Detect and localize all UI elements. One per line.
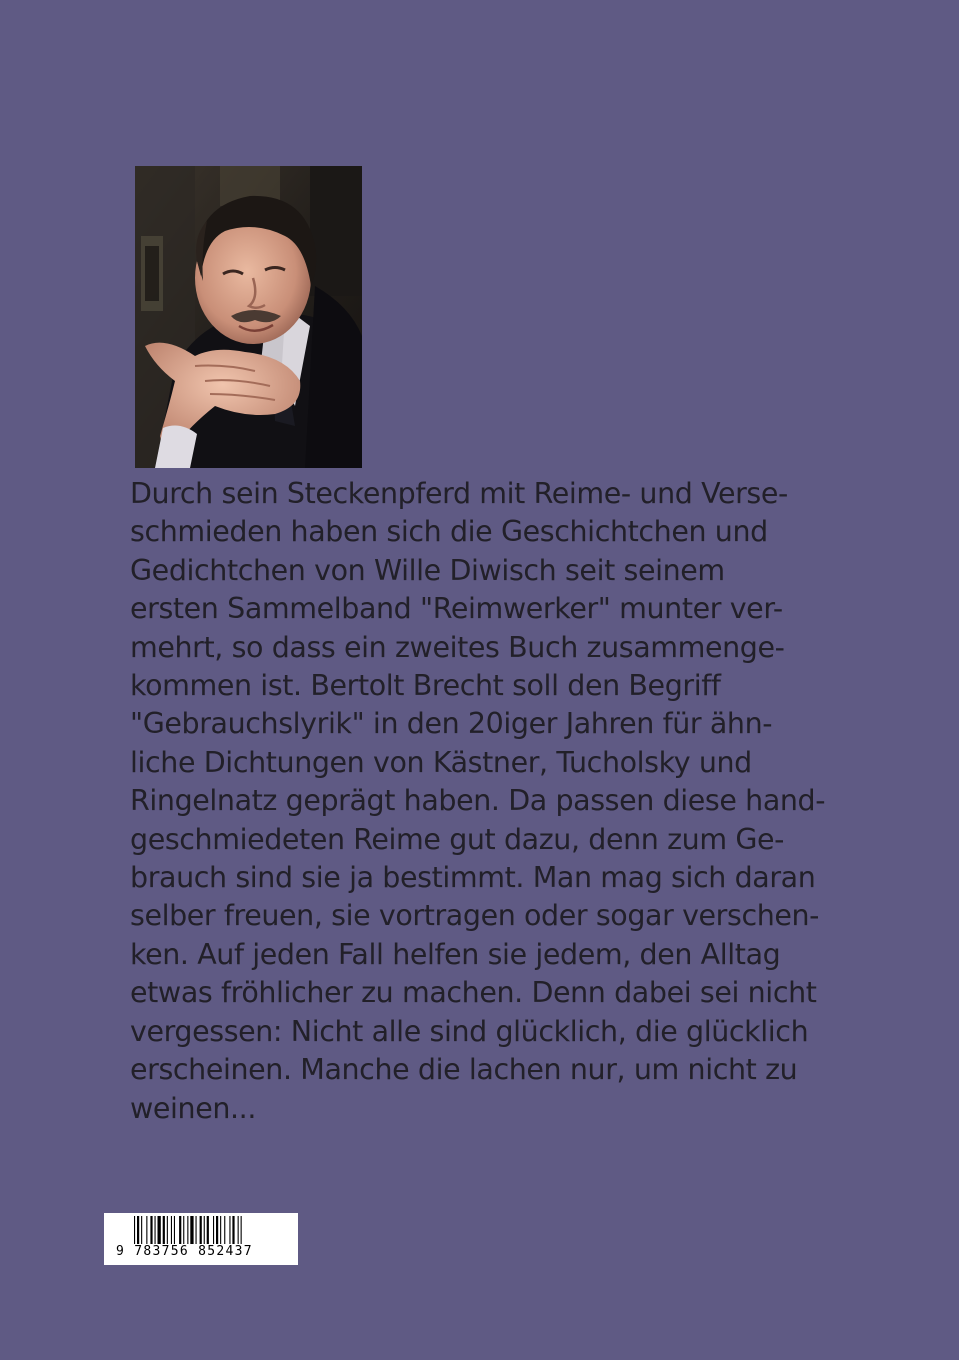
barcode-bar xyxy=(216,1216,218,1244)
blurb-line: geschmiedeten Reime gut dazu, denn zum Ge- xyxy=(130,822,785,856)
blurb-line: Gedichtchen von Wille Diwisch seit seinem xyxy=(130,553,725,587)
barcode-bar xyxy=(200,1216,202,1244)
blurb-line: Ringelnatz geprägt haben. Da passen diese hand- xyxy=(130,784,826,818)
isbn-barcode xyxy=(104,1213,298,1265)
barcode-bar xyxy=(183,1216,184,1244)
blurb-line: mehrt, so dass ein zweites Buch zusammenge- xyxy=(130,630,785,664)
barcode-bar xyxy=(187,1216,188,1244)
blurb-line: kommen ist. Bertolt Brecht soll den Begriff xyxy=(130,669,721,703)
barcode-bar xyxy=(229,1216,230,1244)
back-cover-blurb xyxy=(130,475,830,1128)
barcode-bar xyxy=(238,1216,239,1244)
barcode-bar xyxy=(207,1216,209,1244)
blurb-line: selber freuen, sie vortragen oder sogar verschen- xyxy=(130,899,820,933)
barcode-bar xyxy=(232,1216,234,1244)
blurb-line: schmieden haben sich die Geschichtchen und xyxy=(130,515,768,549)
barcode-bar xyxy=(155,1216,156,1244)
barcode-bar xyxy=(241,1216,242,1244)
blurb-line: ken. Auf jeden Fall helfen sie jedem, den Alltag xyxy=(130,937,781,971)
blurb-line: "Gebrauchslyrik" in den 20iger Jahren für ähn- xyxy=(130,707,773,741)
barcode-bar xyxy=(134,1216,135,1244)
barcode-bar xyxy=(196,1216,197,1244)
barcode-bar xyxy=(158,1216,161,1244)
blurb-line: weinen... xyxy=(130,1091,256,1125)
blurb-line: erscheinen. Manche die lachen nur, um nicht zu xyxy=(130,1053,798,1087)
blurb-line: ersten Sammelband "Reimwerker" munter ver- xyxy=(130,592,783,626)
barcode-bar xyxy=(163,1216,165,1244)
barcode-bar xyxy=(171,1216,172,1244)
barcode-bar xyxy=(146,1216,147,1244)
blurb-line: vergessen: Nicht alle sind glücklich, die glücklich xyxy=(130,1014,809,1048)
barcode-bar xyxy=(190,1216,193,1244)
barcode-bar xyxy=(150,1216,152,1244)
blurb-line: Durch sein Steckenpferd mit Reime- und Verse- xyxy=(130,477,788,510)
barcode-bar xyxy=(179,1216,181,1244)
barcode-bar xyxy=(167,1216,168,1244)
barcode-bar xyxy=(141,1216,142,1244)
isbn-digits: 9 783756 852437 xyxy=(116,1244,253,1259)
author-photo xyxy=(135,166,362,468)
barcode-bar xyxy=(137,1216,139,1244)
barcode-bar xyxy=(213,1216,214,1244)
barcode-bar xyxy=(174,1216,175,1244)
blurb-line: liche Dichtungen von Kästner, Tucholsky und xyxy=(130,745,752,779)
barcode-bar xyxy=(224,1216,225,1244)
blurb-line: brauch sind sie ja bestimmt. Man mag sich daran xyxy=(130,861,816,895)
barcode-bar xyxy=(220,1216,221,1244)
barcode-bar xyxy=(204,1216,205,1244)
blurb-line: etwas fröhlicher zu machen. Denn dabei sei nicht xyxy=(130,976,817,1010)
barcode-bars-icon xyxy=(134,1216,294,1244)
